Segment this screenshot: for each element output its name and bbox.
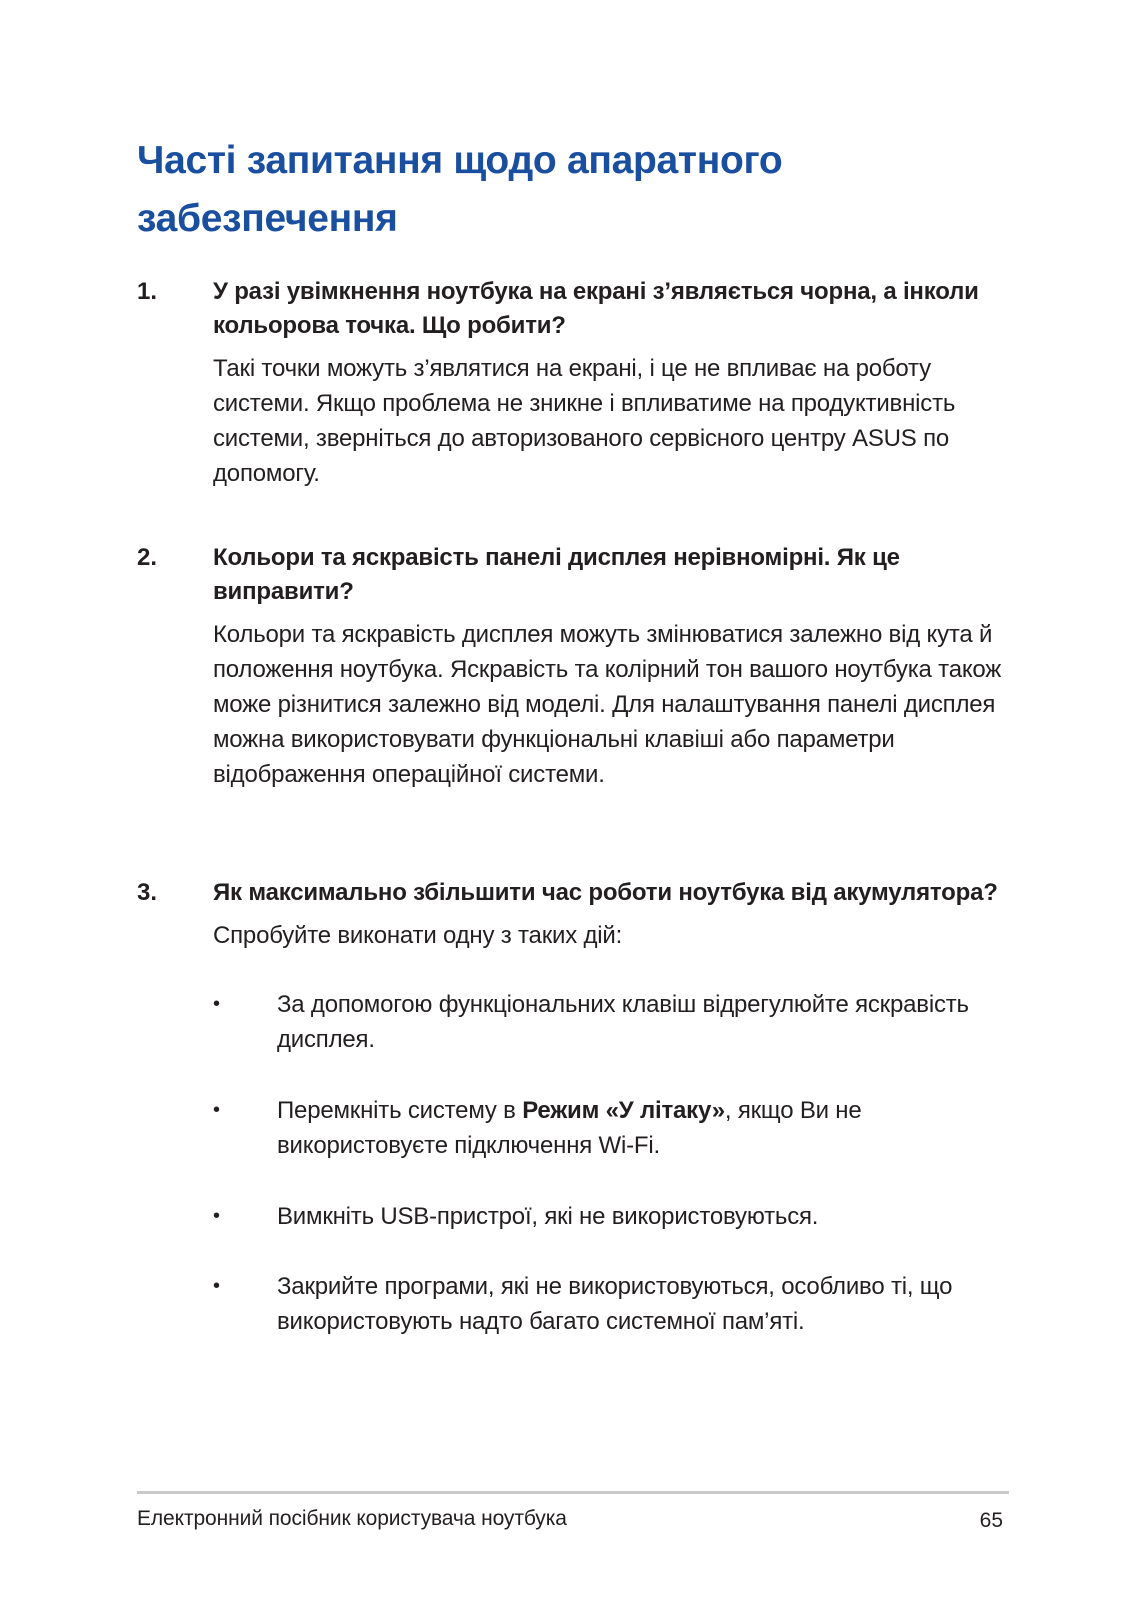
- faq-answer: Такі точки можуть з’являтися на екрані, і це не впливає на роботу системи. Якщо проблема не зникне і впливатиме на продуктивність системи, зверніться до авторизованого сервісного центру ASUS по допомогу.: [213, 355, 956, 487]
- list-item-text: За допомогою функціональних клавіш відрегулюйте яскравість дисплея.: [277, 991, 969, 1053]
- faq-question: Як максимально збільшити час роботи ноутбука від акумулятора?: [213, 879, 998, 906]
- faq-number: 3.: [137, 879, 158, 906]
- faq-list: [137, 275, 1017, 1375]
- faq-question: У разі увімкнення ноутбука на екрані з’являється чорна, а інколи кольорова точка. Що робити?: [213, 278, 979, 339]
- bullet-icon: •: [213, 1205, 220, 1227]
- page-number: 65: [979, 1509, 1003, 1532]
- faq-number: 1.: [137, 278, 158, 305]
- bullet-icon: •: [213, 1275, 220, 1297]
- list-item-text: , якщо Ви не використовуєте підключення Wi-Fi.: [277, 1097, 862, 1159]
- list-item: [213, 987, 1017, 1057]
- bullet-icon: •: [213, 993, 220, 1015]
- list-item-text: Вимкніть USB-пристрої, які не використовуються.: [277, 1203, 819, 1230]
- faq-answer: Спробуйте виконати одну з таких дій:: [213, 922, 623, 949]
- faq-question: Кольори та яскравість панелі дисплея нерівномірні. Як це виправити?: [213, 544, 900, 605]
- faq-answer: Кольори та яскравість дисплея можуть змінюватися залежно від кута й положення ноутбука. Яскравість та колірний тон вашого ноутбука також може різнитися залежно від моделі. Для налаштування панелі дисплея можна використовувати функціональні клавіші або параметри відображення операційної системи.: [213, 621, 1002, 788]
- airplane-mode-term: Режим «У літаку»: [522, 1097, 725, 1124]
- footer-title: Електронний посібник користувача ноутбука: [137, 1507, 567, 1530]
- list-item: [213, 1199, 1017, 1234]
- faq-number: 2.: [137, 544, 158, 571]
- faq-item-3: [137, 876, 1017, 1339]
- faq-item-2: [137, 541, 1017, 876]
- list-item: [213, 1269, 1017, 1339]
- list-item-text: Перемкніть систему в: [277, 1097, 523, 1124]
- faq-item-1: [137, 275, 1017, 541]
- list-item-text: Закрийте програми, які не використовуються, особливо ті, що використовують надто багато системної пам’яті.: [277, 1273, 953, 1335]
- bullet-icon: •: [213, 1099, 220, 1121]
- footer-divider: [137, 1491, 1009, 1494]
- tips-list: [213, 987, 1017, 1339]
- list-item: [213, 1093, 1017, 1163]
- page-title: Часті запитання щодо апаратного забезпечення: [137, 139, 783, 240]
